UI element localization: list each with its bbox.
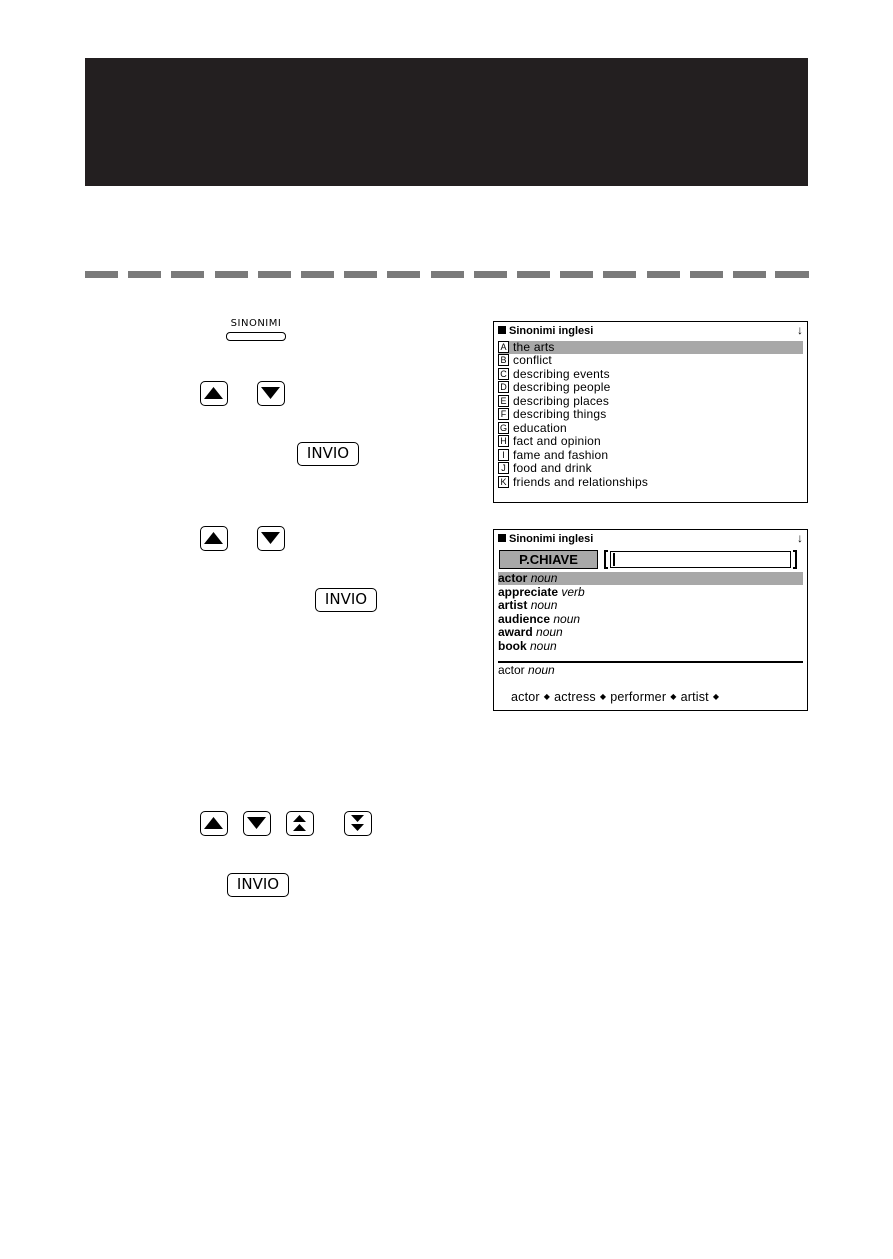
- diamond-separator-icon: ◆: [543, 692, 551, 701]
- keyword-input[interactable]: [604, 550, 797, 569]
- synonym-word: actor: [511, 690, 540, 704]
- bracket-left: [604, 550, 608, 569]
- word-item[interactable]: [498, 613, 803, 626]
- scroll-down-indicator-icon: ↓: [797, 531, 803, 545]
- word-text: artist: [498, 598, 531, 612]
- dashed-divider: [85, 271, 808, 278]
- category-letter-badge: A: [498, 341, 509, 353]
- word-item[interactable]: [498, 586, 803, 599]
- synonym-word: performer: [610, 690, 667, 704]
- synonym-word: actress: [554, 690, 596, 704]
- word-text: actor: [498, 571, 531, 585]
- definition-headword: [498, 663, 555, 677]
- category-screen: [493, 321, 808, 503]
- category-label: fame and fashion: [513, 447, 609, 462]
- up-arrow-key[interactable]: [200, 381, 228, 406]
- screen-title: [498, 533, 593, 545]
- category-item[interactable]: [498, 449, 803, 462]
- down-arrow-key[interactable]: [257, 381, 285, 406]
- word-text: audience: [498, 611, 554, 626]
- category-letter-badge: I: [498, 449, 509, 461]
- sinonimi-key[interactable]: [226, 332, 286, 341]
- up-arrow-icon: [201, 382, 226, 404]
- category-label: fact and opinion: [513, 434, 601, 449]
- dash-segment: [301, 271, 334, 278]
- screen-title: [498, 325, 593, 337]
- diamond-separator-icon: ◆: [599, 692, 607, 701]
- dash-segment: [85, 271, 118, 278]
- word-item[interactable]: [498, 640, 803, 653]
- down-arrow-key-3[interactable]: [243, 811, 271, 836]
- invio-key-2[interactable]: INVIO: [315, 588, 377, 612]
- category-item[interactable]: [498, 354, 803, 367]
- category-item[interactable]: [498, 422, 803, 435]
- page-down-key[interactable]: [344, 811, 372, 836]
- definition-word: actor: [498, 663, 525, 677]
- screen-title-text: Sinonimi inglesi: [509, 325, 594, 337]
- dash-segment: [344, 271, 377, 278]
- category-letter-badge: C: [498, 368, 509, 380]
- word-pos: noun: [530, 638, 557, 653]
- category-letter-badge: D: [498, 381, 509, 393]
- diamond-separator-icon: ◆: [670, 692, 677, 701]
- scroll-down-indicator-icon: ↓: [797, 323, 803, 337]
- category-letter-badge: E: [498, 395, 509, 407]
- word-item[interactable]: [498, 572, 803, 585]
- sinonimi-key-label: SINONIMI: [230, 318, 282, 329]
- category-item[interactable]: [498, 381, 803, 394]
- dash-segment: [215, 271, 248, 278]
- category-label: the arts: [513, 340, 555, 354]
- dash-segment: [258, 271, 291, 278]
- synonym-word: artist: [680, 690, 709, 704]
- category-item[interactable]: [498, 435, 803, 448]
- word-pos: verb: [561, 584, 585, 599]
- category-label: describing places: [513, 393, 610, 408]
- dash-segment: [387, 271, 420, 278]
- keyword-label: P.CHIAVE: [499, 550, 598, 569]
- double-down-arrow-icon: [345, 812, 370, 834]
- category-item[interactable]: [498, 462, 803, 475]
- dash-segment: [474, 271, 507, 278]
- keyword-field[interactable]: [610, 551, 791, 568]
- category-item[interactable]: [498, 408, 803, 421]
- dash-segment: [431, 271, 464, 278]
- dash-segment: [603, 271, 636, 278]
- category-label: describing events: [513, 366, 610, 381]
- category-label: describing people: [513, 380, 611, 395]
- dash-segment: [775, 271, 808, 278]
- category-letter-badge: G: [499, 422, 507, 433]
- word-pos: noun: [530, 571, 558, 585]
- category-item[interactable]: [498, 341, 803, 354]
- up-arrow-icon: [201, 527, 226, 549]
- category-label: conflict: [513, 353, 552, 368]
- category-letter-badge: H: [498, 435, 509, 447]
- diamond-separator-icon: ◆: [712, 692, 720, 701]
- word-pos: noun: [530, 598, 558, 612]
- category-letter-badge: K: [498, 476, 509, 488]
- word-text: book: [498, 638, 530, 653]
- dash-segment: [647, 271, 680, 278]
- square-bullet-icon: [498, 534, 506, 542]
- dash-segment: [733, 271, 766, 278]
- up-arrow-icon: [201, 812, 226, 834]
- page-up-key[interactable]: [286, 811, 314, 836]
- word-pos: noun: [553, 611, 581, 626]
- dash-segment: [560, 271, 593, 278]
- screen-title-text: Sinonimi inglesi: [509, 533, 594, 545]
- category-item[interactable]: [498, 368, 803, 381]
- text-cursor: [613, 553, 615, 566]
- header-bar: [85, 58, 808, 186]
- category-label: describing things: [513, 407, 607, 422]
- category-label: friends and relationships: [513, 474, 649, 489]
- category-label: food and drink: [513, 461, 592, 476]
- word-pos: noun: [536, 625, 563, 639]
- word-text: award: [498, 625, 537, 639]
- word-item[interactable]: [498, 599, 803, 612]
- definition-pos: noun: [528, 663, 555, 677]
- invio-key-1[interactable]: INVIO: [297, 442, 359, 466]
- square-bullet-icon: [498, 326, 506, 334]
- invio-key-3[interactable]: INVIO: [227, 873, 289, 897]
- category-letter-badge: F: [498, 408, 509, 420]
- down-arrow-icon: [244, 812, 269, 834]
- word-text: appreciate: [498, 584, 562, 599]
- category-item[interactable]: [498, 395, 803, 408]
- double-up-arrow-icon: [287, 812, 312, 834]
- synonym-line: [511, 690, 723, 704]
- word-item[interactable]: [498, 626, 803, 639]
- up-arrow-key-3[interactable]: [200, 811, 228, 836]
- category-item[interactable]: [498, 476, 803, 489]
- dash-segment: [690, 271, 723, 278]
- word-screen: [493, 529, 808, 711]
- dash-segment: [128, 271, 161, 278]
- down-arrow-key-2[interactable]: [257, 526, 285, 551]
- up-arrow-key-2[interactable]: [200, 526, 228, 551]
- bracket-right: [793, 550, 797, 569]
- category-letter-badge: B: [498, 354, 509, 366]
- down-arrow-icon: [258, 382, 283, 404]
- dash-segment: [171, 271, 204, 278]
- down-arrow-icon: [258, 527, 283, 549]
- category-label: education: [513, 420, 567, 435]
- dash-segment: [517, 271, 550, 278]
- category-letter-badge: J: [498, 462, 509, 474]
